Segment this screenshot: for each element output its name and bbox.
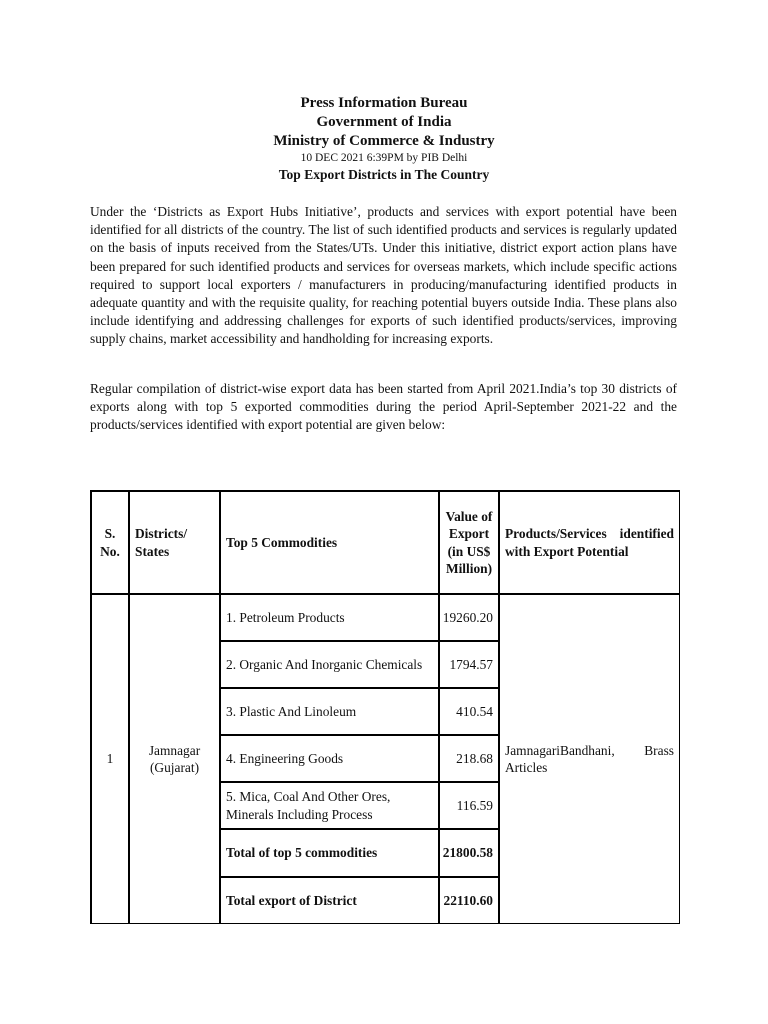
government-name: Government of India bbox=[316, 114, 452, 130]
total-top5-label: Total of top 5 commodities bbox=[220, 829, 439, 877]
dateline: 10 DEC 2021 6:39PM by PIB Delhi bbox=[300, 152, 468, 164]
commodity-name: 3. Plastic And Linoleum bbox=[220, 688, 439, 735]
export-table bbox=[90, 490, 680, 924]
header-commodities: Top 5 Commodities bbox=[220, 491, 439, 594]
compilation-paragraph: Regular compilation of district-wise export data has been started from April 2021.India’s top 30 districts of exports along with top 5 exported commodities during the period April-September 2021-22 and the products/services identified with export potential are given below: bbox=[90, 381, 677, 433]
row-district: Jamnagar (Gujarat) bbox=[129, 594, 220, 924]
row-potential: JamnagariBandhani, Brass Articles bbox=[499, 594, 680, 924]
commodity-value: 116.59 bbox=[439, 782, 499, 829]
document-title: Top Export Districts in The Country bbox=[278, 167, 490, 182]
commodity-value: 410.54 bbox=[439, 688, 499, 735]
total-district-label: Total export of District bbox=[220, 877, 439, 924]
total-top5-value: 21800.58 bbox=[439, 829, 499, 877]
header-district: Districts/ States bbox=[129, 491, 220, 594]
org-name: Press Information Bureau bbox=[300, 95, 468, 111]
total-district-value: 22110.60 bbox=[439, 877, 499, 924]
commodity-name: 4. Engineering Goods bbox=[220, 735, 439, 782]
header-potential: Products/Services identified with Export Potential bbox=[499, 491, 680, 594]
document-header bbox=[0, 94, 768, 184]
intro-paragraph: Under the ‘Districts as Export Hubs Initiative’, products and services with export potential have been identified for all districts of the country. The list of such identified products and services is regularly updated on the basis of inputs received from the States/UTs. Under this initiative, district export action plans have been prepared for such identified products and services for overseas markets, which include specific actions required to support local exporters / manufacturers in producing/manufacturing identified products in adequate quantity and with the requisite quality, for reaching potential buyers outside India. These plans also include identifying and addressing challenges for exports of such identified products/services, improving supply chains, market accessibility and handholding for increasing exports. bbox=[90, 204, 677, 347]
commodity-name: 5. Mica, Coal And Other Ores, Minerals Including Process bbox=[220, 782, 439, 829]
commodity-value: 218.68 bbox=[439, 735, 499, 782]
commodity-name: 2. Organic And Inorganic Chemicals bbox=[220, 641, 439, 688]
commodity-value: 19260.20 bbox=[439, 594, 499, 641]
header-value: Value of Export (in US$ Million) bbox=[439, 491, 499, 594]
commodity-name: 1. Petroleum Products bbox=[220, 594, 439, 641]
header-sno: S. No. bbox=[91, 491, 129, 594]
ministry-name: Ministry of Commerce & Industry bbox=[273, 133, 495, 149]
row-sno: 1 bbox=[91, 594, 129, 924]
commodity-value: 1794.57 bbox=[439, 641, 499, 688]
